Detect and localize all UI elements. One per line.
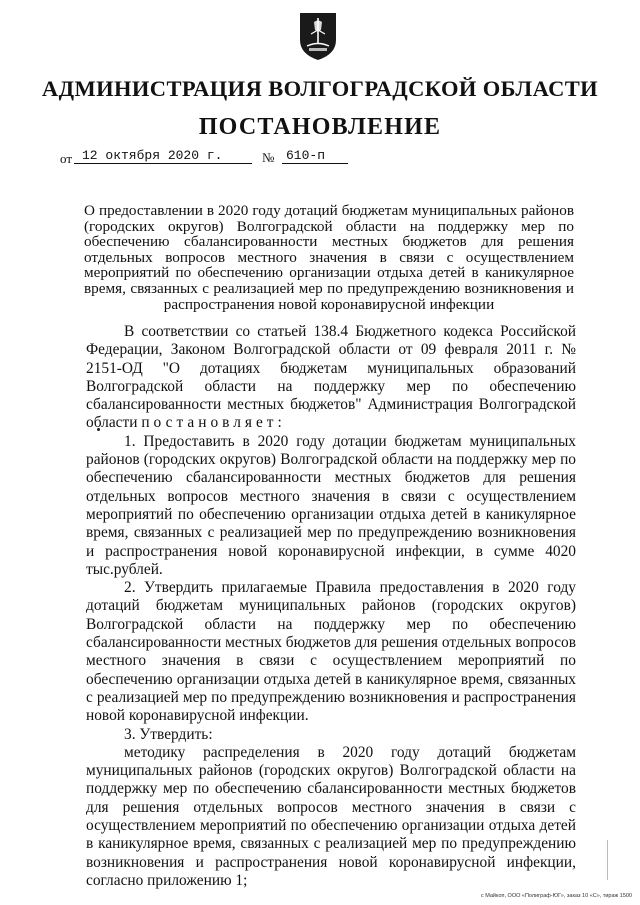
- printer-imprint: с Майкоп, ООО «Полиграф-ЮГ», заказ 10 «С», тираж 1500: [480, 893, 632, 899]
- item-3-heading: 3. Утвердить:: [124, 725, 213, 743]
- date-underline: [74, 163, 252, 164]
- item-1-paragraph: 1. Предоставить в 2020 году дотации бюджетам муниципальных районов (городских округов) Волгоградской области на поддержку мер по обеспечению сбалансированности местных бюджетов для решения отдельных вопросов местного значения в связи с осуществлением мероприятий по обеспечению организации отдыха детей в каникулярное время, связанных с реализацией мер по предупреждению возникновения и распространения новой коронавирусной инфекции, в сумме 4020 тыс.рублей.: [86, 432, 576, 578]
- item-2-paragraph: 2. Утвердить прилагаемые Правила предоставления в 2020 году дотаций бюджетам муниципальных районов (городских округов) Волгоградской области на поддержку мер по обеспечению сбалансированности местных бюджетов для решения отдельных вопросов местного значения в связи с осуществлением мероприятий по обеспечению организации отдыха детей в каникулярное время, связанных с реализацией мер по предупреждению возникновения и распространения новой коронавирусной инфекции.: [86, 579, 576, 725]
- document-date-number-line: [58, 147, 358, 167]
- coat-of-arms-icon: [297, 10, 339, 62]
- number-underline: [282, 163, 348, 164]
- date-prefix: от: [60, 151, 73, 166]
- decree-word: постановляет:: [141, 414, 286, 432]
- document-number: 610-п: [286, 148, 326, 163]
- document-type-heading: ПОСТАНОВЛЕНИЕ: [198, 114, 442, 140]
- organization-title: АДМИНИСТРАЦИЯ ВОЛГОГРАДСКОЙ ОБЛАСТИ: [41, 76, 599, 101]
- document-subject: О предоставлении в 2020 году дотаций бюджетам муниципальных районов (городских округов) Волгоградской области на поддержку мер по обеспечению сбалансированности местных бюджетов для решения отдельных вопросов местного значения в связи с осуществлением мероприятий по обеспечению организации отдыха детей в каникулярное время, связанных с реализацией мер по предупреждению возникновения и распространения новой коронавирусной инфекции: [84, 202, 574, 313]
- preamble-text: В соответствии со статьей 138.4 Бюджетного кодекса Российской Федерации, Законом Волгоградской области от 09 февраля 2011 г. № 2151-ОД "О дотациях бюджетам муниципальных образований Волгоградской области на поддержку мер по обеспечению сбалансированности местных бюджетов" Администрация Волгоградской области: [86, 323, 576, 432]
- item-3-methodology-paragraph: методику распределения в 2020 году дотаций бюджетам муниципальных районов (городских округов) Волгоградской области на поддержку мер по обеспечению сбалансированности местных бюджетов для решения отдельных вопросов местного значения в связи с осуществлением мероприятий по обеспечению организации отдыха детей в каникулярное время, связанных с реализацией мер по предупреждению возникновения и распространения новой коронавирусной инфекции, согласно приложению 1;: [86, 743, 576, 889]
- scan-margin-mark: [607, 840, 608, 880]
- number-prefix: №: [262, 150, 275, 165]
- document-date: 12 октября 2020 г.: [82, 148, 223, 163]
- preamble-paragraph: [86, 323, 576, 433]
- document-body: [86, 323, 576, 890]
